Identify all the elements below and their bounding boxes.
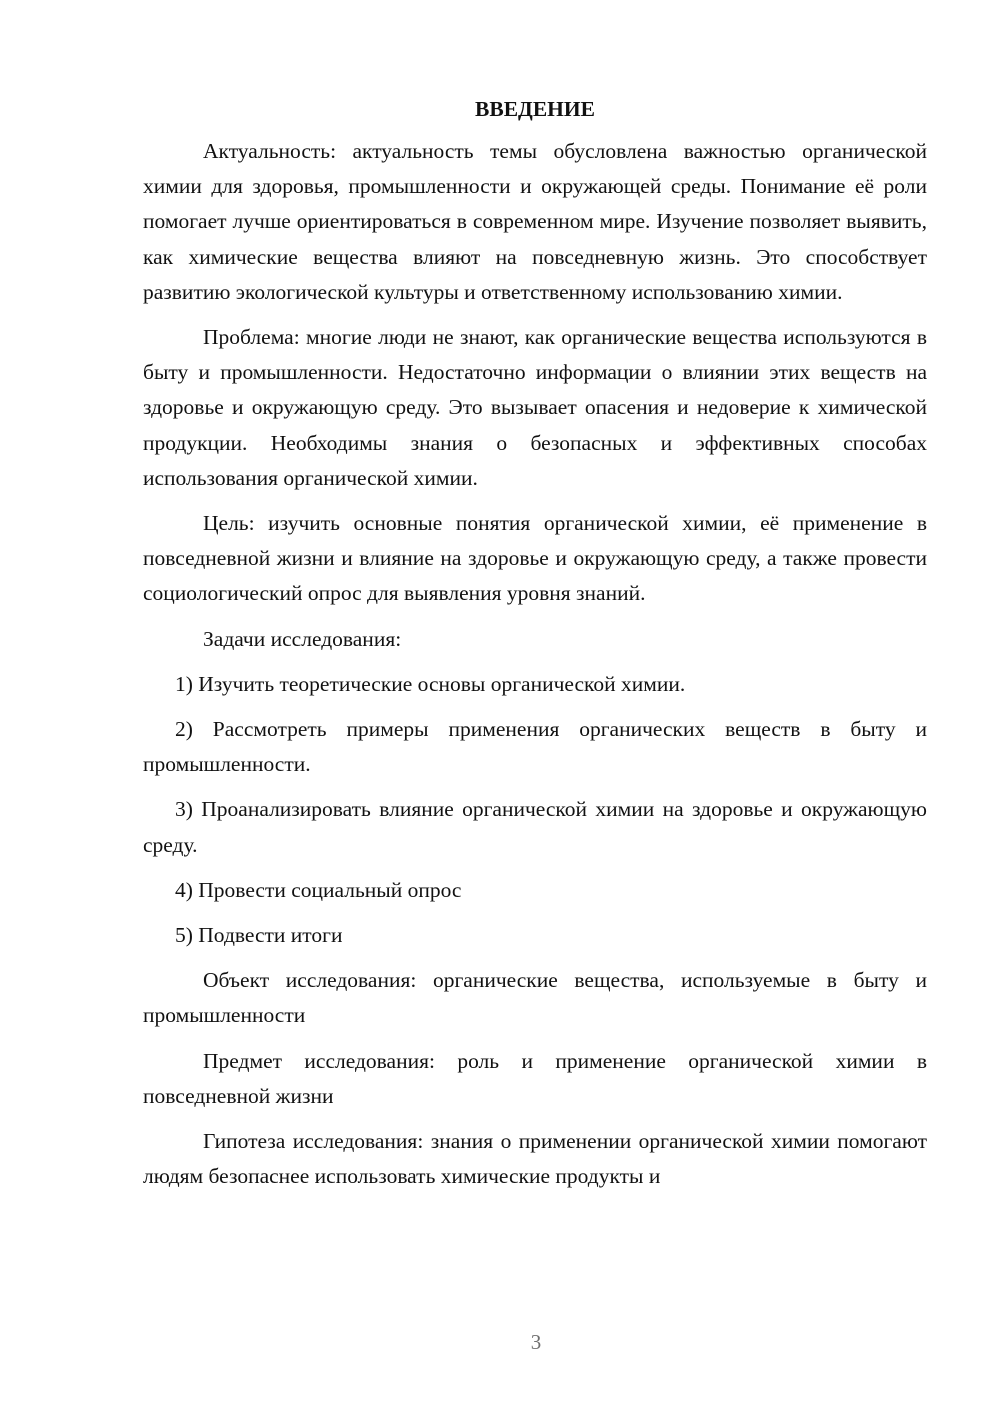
page-content bbox=[143, 92, 927, 1204]
paragraph-relevance: Актуальность: актуальность темы обусловлена важностью органической химии для здоровья, промышленности и окружающей среды. Понимание её роли помогает лучше ориентироваться в современном мире. Изучение позволяет выявить, как химические вещества влияют на повседневную жизнь. Это способствует развитию экологической культуры и ответственному использованию химии. bbox=[143, 139, 927, 304]
paragraph-goal: Цель: изучить основные понятия органической химии, её применение в повседневной жизни и влияние на здоровье и окружающую среду, а также провести социологический опрос для выявления уровня знаний. bbox=[143, 511, 927, 606]
task-item: 3) Проанализировать влияние органической химии на здоровье и окружающую среду. bbox=[143, 797, 927, 857]
task-item: 4) Провести социальный опрос bbox=[175, 877, 462, 902]
task-item: 5) Подвести итоги bbox=[175, 923, 343, 948]
paragraph-problem: Проблема: многие люди не знают, как органические вещества используются в быту и промышленности. Недостаточно информации о влиянии этих веществ на здоровье и окружающую среду. Это вызывает опасения и недоверие к химической продукции. Необходимы знания о безопасных и эффективных способах использования органической химии. bbox=[143, 325, 927, 490]
page-number: 3 bbox=[530, 1330, 542, 1354]
task-item: 1) Изучить теоретические основы органической химии. bbox=[175, 671, 686, 696]
section-title: ВВЕДЕНИЕ bbox=[475, 97, 595, 121]
task-item: 2) Рассмотреть примеры применения органических веществ в быту и промышленности. bbox=[143, 717, 927, 777]
paragraph-tasks-heading: Задачи исследования: bbox=[203, 626, 402, 651]
paragraph-hypothesis: Гипотеза исследования: знания о применении органической химии помогают людям безопаснее использовать химические продукты и bbox=[143, 1129, 927, 1189]
paragraph-subject: Предмет исследования: роль и применение органической химии в повседневной жизни bbox=[143, 1048, 927, 1108]
paragraph-object: Объект исследования: органические вещества, используемые в быту и промышленности bbox=[143, 968, 927, 1028]
